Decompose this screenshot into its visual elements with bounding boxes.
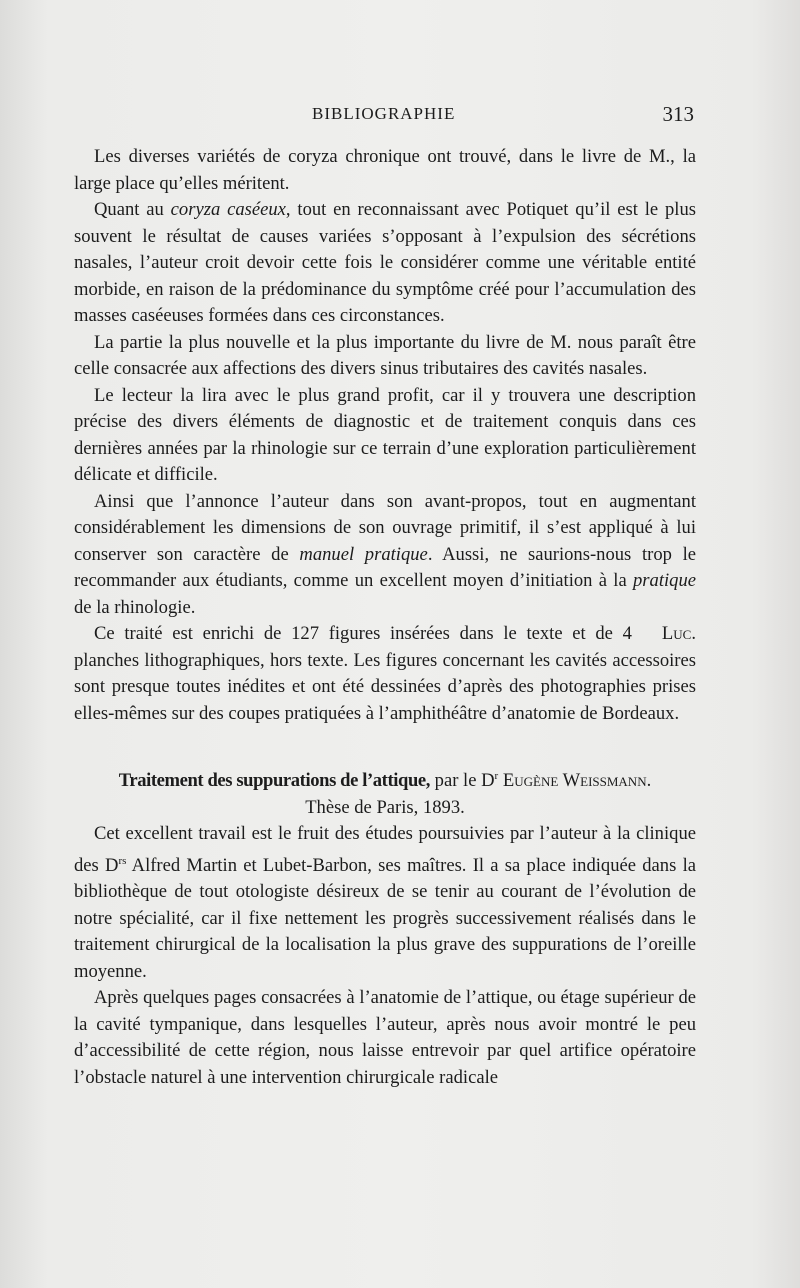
page-body bbox=[74, 144, 696, 1091]
thesis-line: Thèse de Paris, 1893. bbox=[305, 797, 465, 818]
section-title bbox=[74, 763, 696, 821]
page-header bbox=[72, 104, 694, 132]
italic-term: manuel pratique bbox=[299, 543, 428, 565]
text-run: Quant au bbox=[94, 199, 171, 220]
paragraph: La partie la plus nouvelle et la plus importante du livre de M. nous paraît être celle consacrée aux affections des divers sinus tributaires des cavités nasales. bbox=[74, 331, 696, 379]
italic-term: coryza caséeux bbox=[170, 199, 286, 220]
paragraph bbox=[74, 821, 696, 985]
paragraph bbox=[74, 489, 696, 622]
paragraph bbox=[74, 197, 696, 330]
paragraph: Le lecteur la lira avec le plus grand profit, car il y trouvera une description précise des divers éléments de diagnostic et de traitement conquis dans ces dernières années par la rhinologie sur ce terrain d’une exploration particulièrement délicate et difficile. bbox=[74, 384, 696, 485]
paragraph: Les diverses variétés de coryza chronique ont trouvé, dans le livre de M., la large place qu’elles méritent. bbox=[74, 146, 696, 194]
text-run: . Aussi, ne saurions-nous trop le recommander aux étudiants, comme un excellent moyen d’initiation à la bbox=[74, 543, 696, 591]
italic-term: pratique bbox=[632, 570, 696, 591]
superscript: rs bbox=[118, 854, 127, 867]
reviewer-signature: Luc. bbox=[661, 623, 696, 644]
text-run: Cet excellent travail est le fruit des études poursuivies par l’auteur à la clinique des D bbox=[74, 823, 696, 876]
paragraph bbox=[74, 621, 696, 727]
work-author: Eugène Weissmann. bbox=[498, 770, 652, 791]
text-run: Alfred Martin et Lubet-Barbon, ses maîtres. Il a sa place indiquée dans la bibliothèque de tout otologiste désireux de se tenir au courant de l’évolution de notre spécialité, car il fixe nettement les progrès successivement réalisés dans le traitement chirurgical de la localisation la plus grave des suppurations de l’oreille moyenne. bbox=[74, 854, 696, 982]
title-superscript: r bbox=[494, 770, 499, 782]
byline-prefix: par le D bbox=[430, 770, 495, 791]
text-run: Ainsi que l’annonce l’auteur dans son avant-propos, tout en augmentant considérablement les dimensions de son ouvrage primitif, il s’est appliqué à lui conserver son caractère de bbox=[74, 490, 696, 565]
text-run: de la rhinologie. bbox=[74, 596, 196, 618]
paragraph: Après quelques pages consacrées à l’anatomie de l’attique, ou étage supérieur de la cavité tympanique, dans lesquelles l’auteur, après nous avoir montré le peu d’accessibilité de cette région, nous laisse entrevoir par quel artifice opératoire l’obstacle naturel à une intervention chirurgicale radicale bbox=[74, 987, 696, 1088]
text-run: Ce traité est enrichi de 127 figures insérées dans le texte et de 4 planches lithographiques, hors texte. Les figures concernant les cavités accessoires sont presque toutes inédites et ont été dessinées d’après des photographies prises elles-mêmes sur des coupes pratiquées à l’amphithéâtre d’anatomie de Bordeaux. bbox=[74, 623, 696, 724]
work-title: Traitement des suppurations de l’attique, bbox=[118, 770, 430, 791]
running-title: BIBLIOGRAPHIE bbox=[312, 104, 456, 123]
page-number: 313 bbox=[662, 102, 694, 126]
text-run: , tout en reconnaissant avec Potiquet qu’il est le plus souvent le résultat de causes variées s’opposant à l’expulsion des sécrétions nasales, l’auteur croit devoir cette fois le considérer comme une véritable entité morbide, en raison de la prédominance du symptôme créé pour l’accumulation des masses caséeuses formées dans ces circonstances. bbox=[74, 199, 696, 326]
